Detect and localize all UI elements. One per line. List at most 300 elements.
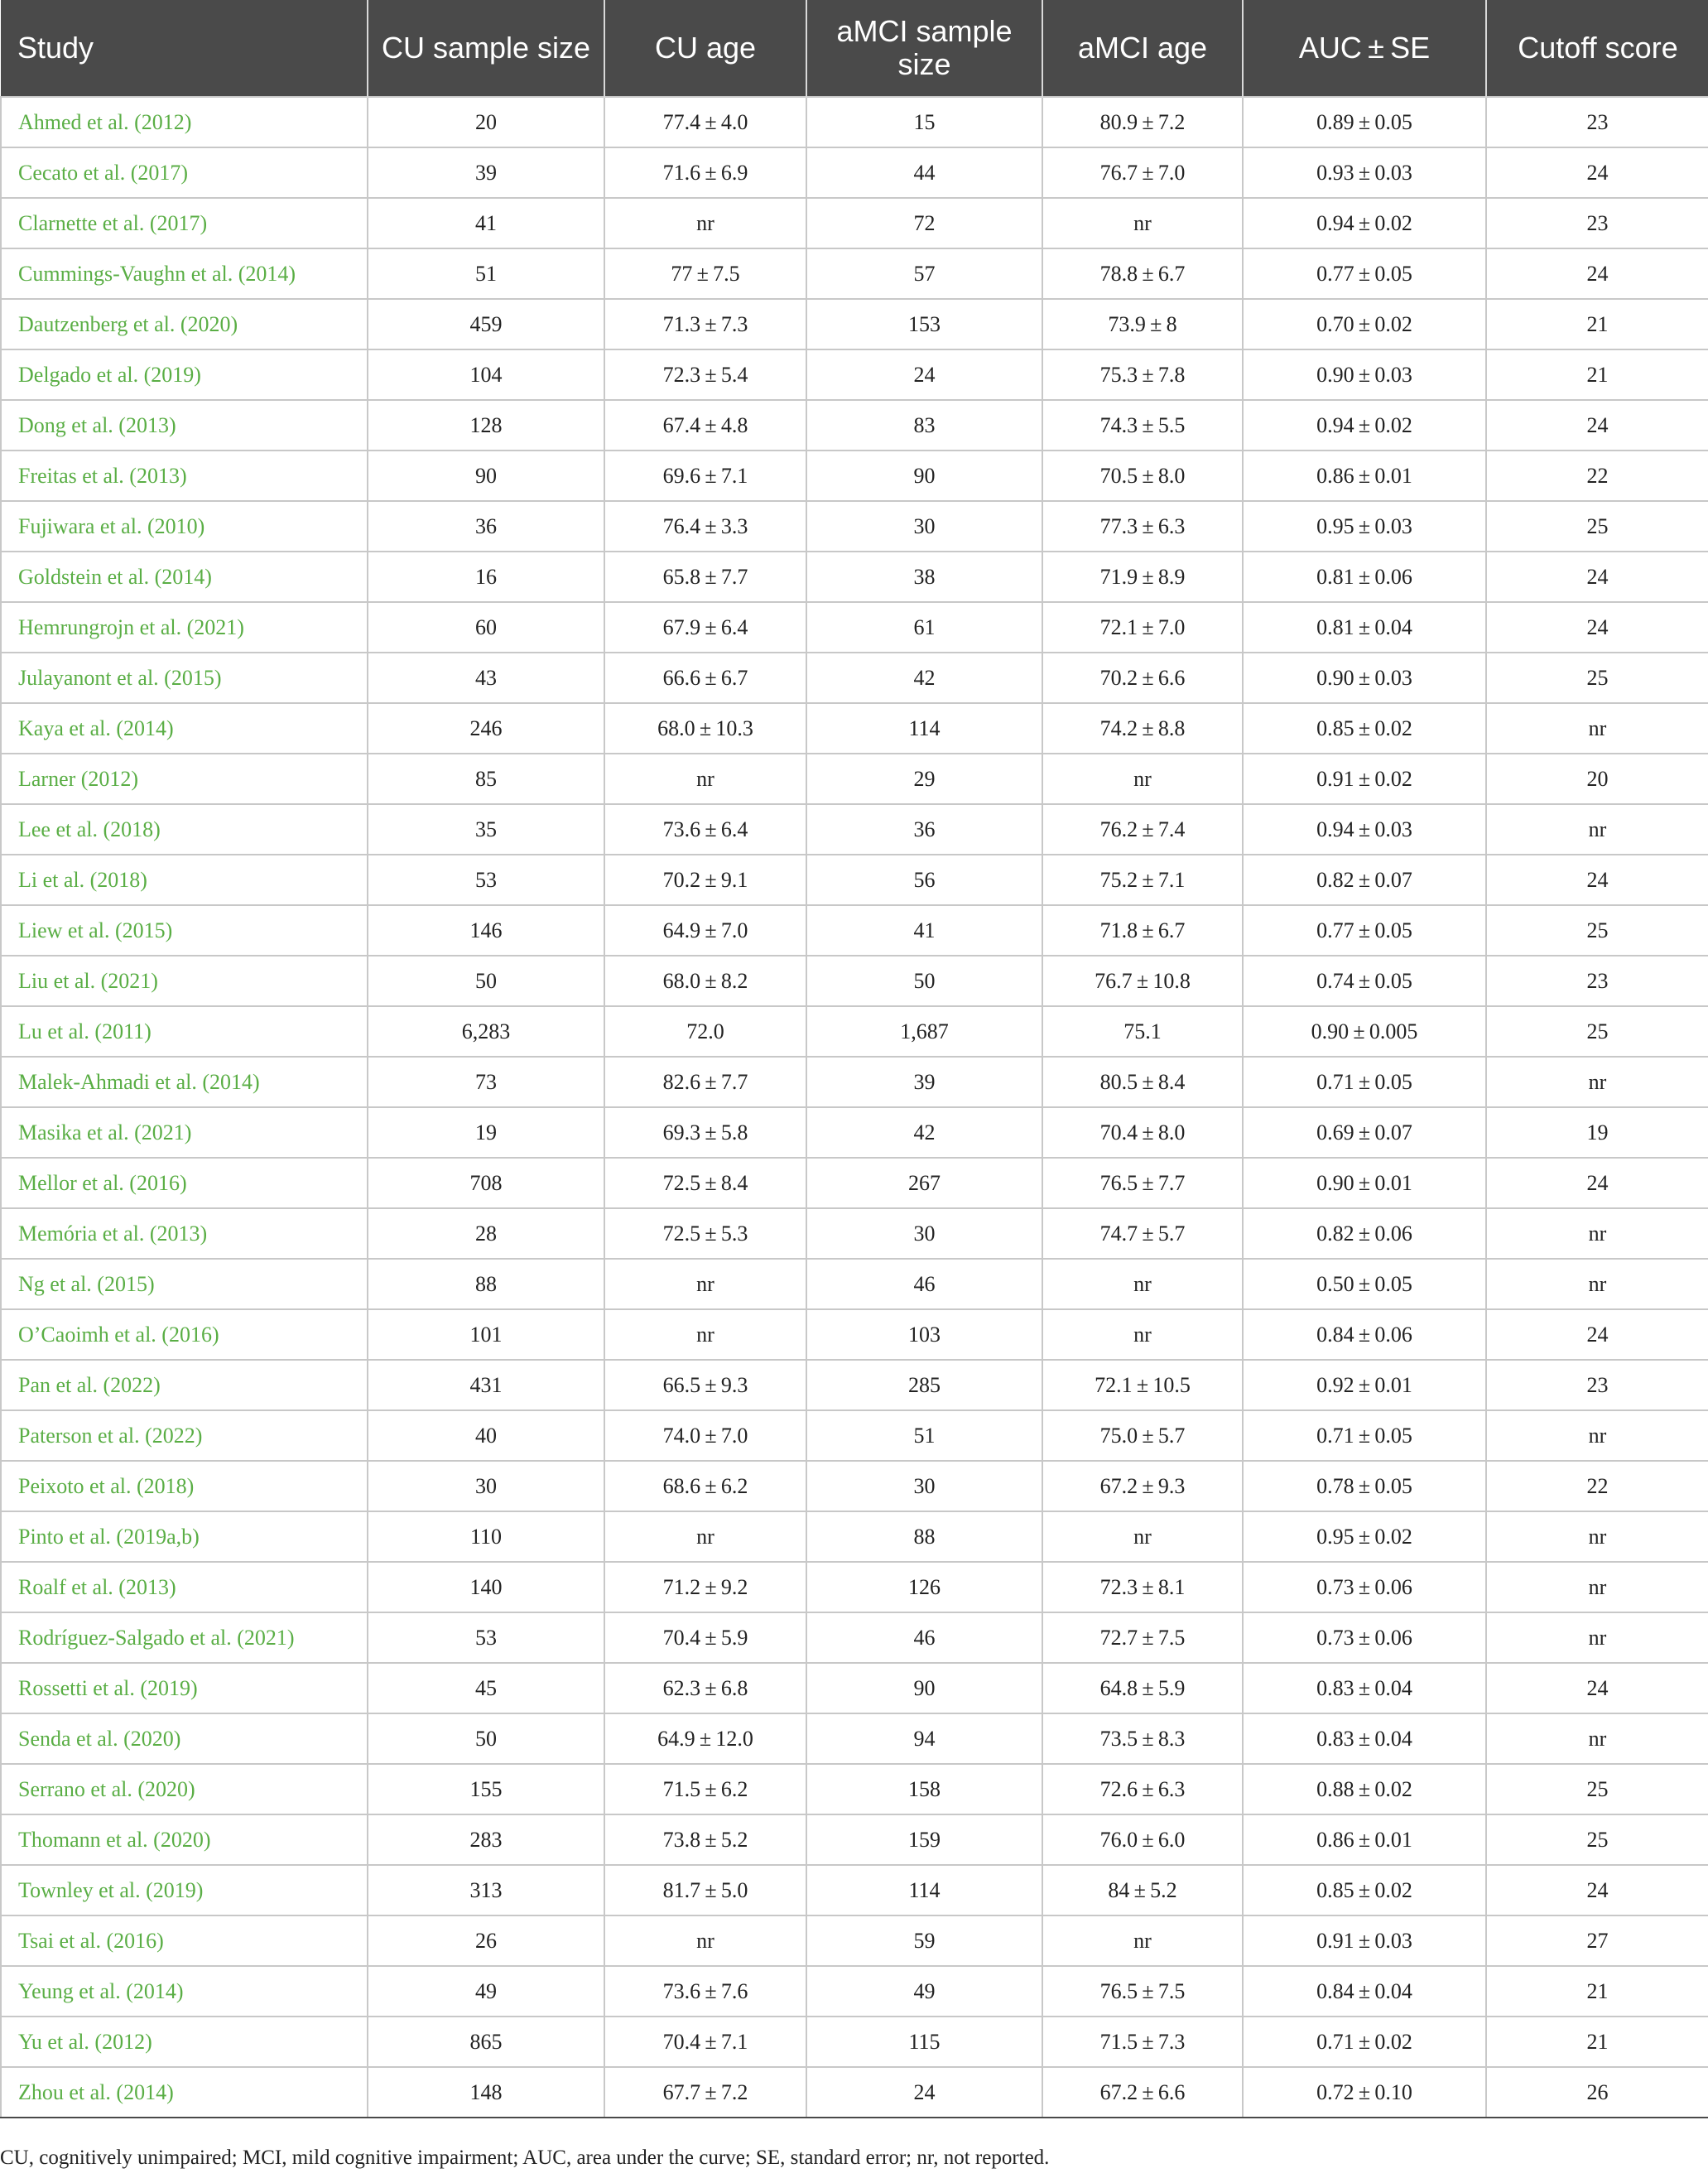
cu-sample-size-cell: 708 <box>368 1158 604 1208</box>
amci-age-cell: 80.9 ± 7.2 <box>1042 97 1243 147</box>
amci-age-cell: 67.2 ± 6.6 <box>1042 2067 1243 2118</box>
amci-age-cell: nr <box>1042 198 1243 248</box>
cutoff-score-cell: 25 <box>1486 1006 1708 1057</box>
table-row <box>1 1006 1708 1057</box>
table-row <box>1 349 1708 400</box>
cu-age-cell: 68.6 ± 6.2 <box>604 1461 806 1511</box>
cu-sample-size-cell: 128 <box>368 400 604 451</box>
table-row <box>1 1360 1708 1410</box>
cu-sample-size-cell: 16 <box>368 552 604 602</box>
header-cu-sample-size: CU sample size <box>368 0 604 97</box>
cu-age-cell: 71.6 ± 6.9 <box>604 147 806 198</box>
table-row <box>1 451 1708 501</box>
auc-se-cell: 0.77 ± 0.05 <box>1243 905 1486 956</box>
header-cutoff-score: Cutoff score <box>1486 0 1708 97</box>
amci-age-cell: 84 ± 5.2 <box>1042 1865 1243 1915</box>
cu-age-cell: 67.7 ± 7.2 <box>604 2067 806 2118</box>
amci-age-cell: nr <box>1042 754 1243 804</box>
table-row <box>1 653 1708 703</box>
table-row <box>1 1208 1708 1259</box>
cu-age-cell: 77 ± 7.5 <box>604 248 806 299</box>
table-row <box>1 1107 1708 1158</box>
auc-se-cell: 0.86 ± 0.01 <box>1243 1814 1486 1865</box>
cutoff-score-cell: 25 <box>1486 501 1708 552</box>
study-citation-link[interactable]: Senda et al. (2020) <box>1 1713 368 1764</box>
table-row <box>1 703 1708 754</box>
cu-age-cell: 67.9 ± 6.4 <box>604 602 806 653</box>
auc-se-cell: 0.73 ± 0.06 <box>1243 1562 1486 1612</box>
cu-age-cell: 70.2 ± 9.1 <box>604 855 806 905</box>
cu-age-cell: nr <box>604 1309 806 1360</box>
cu-sample-size-cell: 39 <box>368 147 604 198</box>
auc-se-cell: 0.94 ± 0.03 <box>1243 804 1486 855</box>
table-body <box>1 97 1708 2118</box>
cu-sample-size-cell: 88 <box>368 1259 604 1309</box>
amci-sample-size-cell: 72 <box>806 198 1042 248</box>
amci-age-cell: 70.4 ± 8.0 <box>1042 1107 1243 1158</box>
amci-age-cell: 71.8 ± 6.7 <box>1042 905 1243 956</box>
table-row <box>1 1259 1708 1309</box>
auc-se-cell: 0.95 ± 0.03 <box>1243 501 1486 552</box>
auc-se-cell: 0.83 ± 0.04 <box>1243 1663 1486 1713</box>
study-citation-link[interactable]: Masika et al. (2021) <box>1 1107 368 1158</box>
study-citation-link[interactable]: Yu et al. (2012) <box>1 2017 368 2067</box>
cutoff-score-cell: 19 <box>1486 1107 1708 1158</box>
amci-age-cell: 64.8 ± 5.9 <box>1042 1663 1243 1713</box>
study-citation-link[interactable]: O’Caoimh et al. (2016) <box>1 1309 368 1360</box>
cu-sample-size-cell: 50 <box>368 1713 604 1764</box>
auc-se-cell: 0.89 ± 0.05 <box>1243 97 1486 147</box>
amci-sample-size-cell: 267 <box>806 1158 1042 1208</box>
table-row <box>1 1461 1708 1511</box>
cutoff-score-cell: 22 <box>1486 1461 1708 1511</box>
amci-age-cell: 72.1 ± 10.5 <box>1042 1360 1243 1410</box>
cu-sample-size-cell: 49 <box>368 1966 604 2017</box>
study-citation-link[interactable]: Larner (2012) <box>1 754 368 804</box>
cu-sample-size-cell: 85 <box>368 754 604 804</box>
cutoff-score-cell: nr <box>1486 703 1708 754</box>
cu-age-cell: 66.5 ± 9.3 <box>604 1360 806 1410</box>
amci-age-cell: 76.7 ± 7.0 <box>1042 147 1243 198</box>
header-amci-sample-size: aMCI sample size <box>806 0 1042 97</box>
cutoff-score-cell: 22 <box>1486 451 1708 501</box>
amci-sample-size-cell: 50 <box>806 956 1042 1006</box>
cu-sample-size-cell: 19 <box>368 1107 604 1158</box>
table-row <box>1 1865 1708 1915</box>
auc-se-cell: 0.71 ± 0.05 <box>1243 1057 1486 1107</box>
amci-age-cell: 75.0 ± 5.7 <box>1042 1410 1243 1461</box>
cu-sample-size-cell: 140 <box>368 1562 604 1612</box>
auc-se-cell: 0.91 ± 0.02 <box>1243 754 1486 804</box>
amci-age-cell: 75.1 <box>1042 1006 1243 1057</box>
cu-age-cell: 68.0 ± 8.2 <box>604 956 806 1006</box>
auc-se-cell: 0.88 ± 0.02 <box>1243 1764 1486 1814</box>
auc-se-cell: 0.95 ± 0.02 <box>1243 1511 1486 1562</box>
amci-age-cell: 76.5 ± 7.5 <box>1042 1966 1243 2017</box>
study-citation-link[interactable]: Lu et al. (2011) <box>1 1006 368 1057</box>
auc-se-cell: 0.85 ± 0.02 <box>1243 1865 1486 1915</box>
cu-age-cell: 69.3 ± 5.8 <box>604 1107 806 1158</box>
cutoff-score-cell: 25 <box>1486 905 1708 956</box>
amci-sample-size-cell: 42 <box>806 1107 1042 1158</box>
cu-age-cell: nr <box>604 1511 806 1562</box>
amci-sample-size-cell: 114 <box>806 703 1042 754</box>
table-row <box>1 1511 1708 1562</box>
amci-sample-size-cell: 61 <box>806 602 1042 653</box>
header-auc-se: AUC ± SE <box>1243 0 1486 97</box>
table-row <box>1 1915 1708 1966</box>
cutoff-score-cell: 26 <box>1486 2067 1708 2118</box>
cutoff-score-cell: nr <box>1486 1511 1708 1562</box>
table-row <box>1 97 1708 147</box>
auc-se-cell: 0.71 ± 0.05 <box>1243 1410 1486 1461</box>
amci-sample-size-cell: 158 <box>806 1764 1042 1814</box>
cu-age-cell: 77.4 ± 4.0 <box>604 97 806 147</box>
header-study: Study <box>1 0 368 97</box>
amci-sample-size-cell: 1,687 <box>806 1006 1042 1057</box>
amci-age-cell: 76.0 ± 6.0 <box>1042 1814 1243 1865</box>
amci-age-cell: nr <box>1042 1309 1243 1360</box>
auc-se-cell: 0.78 ± 0.05 <box>1243 1461 1486 1511</box>
table-row <box>1 1309 1708 1360</box>
auc-se-cell: 0.94 ± 0.02 <box>1243 198 1486 248</box>
cu-sample-size-cell: 246 <box>368 703 604 754</box>
table-row <box>1 602 1708 653</box>
cu-age-cell: 65.8 ± 7.7 <box>604 552 806 602</box>
amci-sample-size-cell: 56 <box>806 855 1042 905</box>
study-citation-link[interactable]: Peixoto et al. (2018) <box>1 1461 368 1511</box>
amci-sample-size-cell: 115 <box>806 2017 1042 2067</box>
cu-age-cell: 72.0 <box>604 1006 806 1057</box>
amci-sample-size-cell: 30 <box>806 1208 1042 1259</box>
auc-se-cell: 0.93 ± 0.03 <box>1243 147 1486 198</box>
cu-sample-size-cell: 51 <box>368 248 604 299</box>
auc-se-cell: 0.92 ± 0.01 <box>1243 1360 1486 1410</box>
amci-age-cell: 67.2 ± 9.3 <box>1042 1461 1243 1511</box>
study-citation-link[interactable]: Cecato et al. (2017) <box>1 147 368 198</box>
amci-sample-size-cell: 159 <box>806 1814 1042 1865</box>
cu-sample-size-cell: 53 <box>368 1612 604 1663</box>
table-row <box>1 2017 1708 2067</box>
table-row <box>1 804 1708 855</box>
header-row <box>1 0 1708 97</box>
study-citation-link[interactable]: Delgado et al. (2019) <box>1 349 368 400</box>
table-row <box>1 1410 1708 1461</box>
amci-sample-size-cell: 30 <box>806 501 1042 552</box>
header-amci-age: aMCI age <box>1042 0 1243 97</box>
amci-sample-size-cell: 29 <box>806 754 1042 804</box>
cu-age-cell: nr <box>604 1259 806 1309</box>
study-citation-link[interactable]: Julayanont et al. (2015) <box>1 653 368 703</box>
table-row <box>1 1764 1708 1814</box>
cu-age-cell: 64.9 ± 12.0 <box>604 1713 806 1764</box>
header-cu-age: CU age <box>604 0 806 97</box>
cu-sample-size-cell: 101 <box>368 1309 604 1360</box>
auc-se-cell: 0.81 ± 0.06 <box>1243 552 1486 602</box>
cutoff-score-cell: 24 <box>1486 1309 1708 1360</box>
study-citation-link[interactable]: Zhou et al. (2014) <box>1 2067 368 2118</box>
auc-se-cell: 0.82 ± 0.07 <box>1243 855 1486 905</box>
cu-age-cell: 73.6 ± 7.6 <box>604 1966 806 2017</box>
study-citation-link[interactable]: Yeung et al. (2014) <box>1 1966 368 2017</box>
cutoff-score-cell: 23 <box>1486 97 1708 147</box>
study-citation-link[interactable]: Pinto et al. (2019a,b) <box>1 1511 368 1562</box>
cu-sample-size-cell: 28 <box>368 1208 604 1259</box>
cutoff-score-cell: 25 <box>1486 1814 1708 1865</box>
amci-sample-size-cell: 153 <box>806 299 1042 349</box>
table-row <box>1 1158 1708 1208</box>
amci-sample-size-cell: 90 <box>806 1663 1042 1713</box>
cu-sample-size-cell: 35 <box>368 804 604 855</box>
cu-age-cell: 72.5 ± 5.3 <box>604 1208 806 1259</box>
cutoff-score-cell: 24 <box>1486 248 1708 299</box>
amci-age-cell: 76.7 ± 10.8 <box>1042 956 1243 1006</box>
cutoff-score-cell: 25 <box>1486 1764 1708 1814</box>
study-citation-link[interactable]: Clarnette et al. (2017) <box>1 198 368 248</box>
amci-age-cell: 70.2 ± 6.6 <box>1042 653 1243 703</box>
amci-sample-size-cell: 285 <box>806 1360 1042 1410</box>
amci-sample-size-cell: 36 <box>806 804 1042 855</box>
cu-sample-size-cell: 40 <box>368 1410 604 1461</box>
cu-age-cell: 68.0 ± 10.3 <box>604 703 806 754</box>
cutoff-score-cell: nr <box>1486 1612 1708 1663</box>
table-row <box>1 248 1708 299</box>
amci-age-cell: 70.5 ± 8.0 <box>1042 451 1243 501</box>
cu-sample-size-cell: 148 <box>368 2067 604 2118</box>
study-citation-link[interactable]: Cummings-Vaughn et al. (2014) <box>1 248 368 299</box>
cu-age-cell: 66.6 ± 6.7 <box>604 653 806 703</box>
cu-sample-size-cell: 36 <box>368 501 604 552</box>
cu-sample-size-cell: 6,283 <box>368 1006 604 1057</box>
cu-sample-size-cell: 43 <box>368 653 604 703</box>
study-citation-link[interactable]: Rodríguez-Salgado et al. (2021) <box>1 1612 368 1663</box>
cu-sample-size-cell: 53 <box>368 855 604 905</box>
cu-sample-size-cell: 283 <box>368 1814 604 1865</box>
cutoff-score-cell: 24 <box>1486 602 1708 653</box>
amci-sample-size-cell: 49 <box>806 1966 1042 2017</box>
auc-se-cell: 0.77 ± 0.05 <box>1243 248 1486 299</box>
amci-age-cell: 80.5 ± 8.4 <box>1042 1057 1243 1107</box>
study-citation-link[interactable]: Fujiwara et al. (2010) <box>1 501 368 552</box>
cu-sample-size-cell: 155 <box>368 1764 604 1814</box>
study-citation-link[interactable]: Lee et al. (2018) <box>1 804 368 855</box>
table-row <box>1 1814 1708 1865</box>
cu-sample-size-cell: 60 <box>368 602 604 653</box>
amci-sample-size-cell: 24 <box>806 349 1042 400</box>
study-citation-link[interactable]: Goldstein et al. (2014) <box>1 552 368 602</box>
cu-age-cell: 67.4 ± 4.8 <box>604 400 806 451</box>
auc-se-cell: 0.70 ± 0.02 <box>1243 299 1486 349</box>
cutoff-score-cell: 23 <box>1486 956 1708 1006</box>
study-citation-link[interactable]: Malek-Ahmadi et al. (2014) <box>1 1057 368 1107</box>
amci-sample-size-cell: 38 <box>806 552 1042 602</box>
study-citation-link[interactable]: Ng et al. (2015) <box>1 1259 368 1309</box>
study-citation-link[interactable]: Ahmed et al. (2012) <box>1 97 368 147</box>
amci-age-cell: 74.2 ± 8.8 <box>1042 703 1243 754</box>
amci-age-cell: nr <box>1042 1259 1243 1309</box>
study-citation-link[interactable]: Rossetti et al. (2019) <box>1 1663 368 1713</box>
cu-sample-size-cell: 41 <box>368 198 604 248</box>
cutoff-score-cell: nr <box>1486 1713 1708 1764</box>
study-citation-link[interactable]: Roalf et al. (2013) <box>1 1562 368 1612</box>
study-citation-link[interactable]: Townley et al. (2019) <box>1 1865 368 1915</box>
study-citation-link[interactable]: Liu et al. (2021) <box>1 956 368 1006</box>
cu-age-cell: 73.8 ± 5.2 <box>604 1814 806 1865</box>
cutoff-score-cell: 21 <box>1486 2017 1708 2067</box>
amci-sample-size-cell: 59 <box>806 1915 1042 1966</box>
table-row <box>1 2067 1708 2118</box>
amci-age-cell: 72.1 ± 7.0 <box>1042 602 1243 653</box>
amci-sample-size-cell: 39 <box>806 1057 1042 1107</box>
cutoff-score-cell: 20 <box>1486 754 1708 804</box>
study-citation-link[interactable]: Freitas et al. (2013) <box>1 451 368 501</box>
amci-sample-size-cell: 94 <box>806 1713 1042 1764</box>
cu-age-cell: nr <box>604 754 806 804</box>
amci-age-cell: nr <box>1042 1915 1243 1966</box>
cu-sample-size-cell: 431 <box>368 1360 604 1410</box>
study-citation-link[interactable]: Serrano et al. (2020) <box>1 1764 368 1814</box>
table-row <box>1 1966 1708 2017</box>
amci-sample-size-cell: 51 <box>806 1410 1042 1461</box>
study-citation-link[interactable]: Mellor et al. (2016) <box>1 1158 368 1208</box>
amci-sample-size-cell: 15 <box>806 97 1042 147</box>
amci-age-cell: 71.9 ± 8.9 <box>1042 552 1243 602</box>
cutoff-score-cell: 21 <box>1486 299 1708 349</box>
auc-se-cell: 0.90 ± 0.005 <box>1243 1006 1486 1057</box>
cu-age-cell: 62.3 ± 6.8 <box>604 1663 806 1713</box>
auc-se-cell: 0.86 ± 0.01 <box>1243 451 1486 501</box>
table-row <box>1 1713 1708 1764</box>
auc-se-cell: 0.83 ± 0.04 <box>1243 1713 1486 1764</box>
table-row <box>1 501 1708 552</box>
cu-age-cell: nr <box>604 1915 806 1966</box>
cutoff-score-cell: 24 <box>1486 400 1708 451</box>
cu-sample-size-cell: 30 <box>368 1461 604 1511</box>
auc-se-cell: 0.84 ± 0.06 <box>1243 1309 1486 1360</box>
amci-sample-size-cell: 88 <box>806 1511 1042 1562</box>
auc-se-cell: 0.85 ± 0.02 <box>1243 703 1486 754</box>
auc-se-cell: 0.81 ± 0.04 <box>1243 602 1486 653</box>
table-row <box>1 855 1708 905</box>
table-header <box>1 0 1708 97</box>
table-row <box>1 1663 1708 1713</box>
amci-age-cell: 74.7 ± 5.7 <box>1042 1208 1243 1259</box>
auc-se-cell: 0.90 ± 0.01 <box>1243 1158 1486 1208</box>
amci-sample-size-cell: 83 <box>806 400 1042 451</box>
amci-sample-size-cell: 42 <box>806 653 1042 703</box>
amci-age-cell: 76.5 ± 7.7 <box>1042 1158 1243 1208</box>
cu-sample-size-cell: 110 <box>368 1511 604 1562</box>
cutoff-score-cell: nr <box>1486 1562 1708 1612</box>
cu-age-cell: 81.7 ± 5.0 <box>604 1865 806 1915</box>
cu-sample-size-cell: 90 <box>368 451 604 501</box>
amci-age-cell: 77.3 ± 6.3 <box>1042 501 1243 552</box>
table-row <box>1 1057 1708 1107</box>
amci-sample-size-cell: 90 <box>806 451 1042 501</box>
cu-sample-size-cell: 20 <box>368 97 604 147</box>
table-row <box>1 299 1708 349</box>
study-citation-link[interactable]: Li et al. (2018) <box>1 855 368 905</box>
amci-sample-size-cell: 103 <box>806 1309 1042 1360</box>
cu-sample-size-cell: 146 <box>368 905 604 956</box>
cutoff-score-cell: 21 <box>1486 1966 1708 2017</box>
cu-age-cell: 71.3 ± 7.3 <box>604 299 806 349</box>
auc-se-cell: 0.50 ± 0.05 <box>1243 1259 1486 1309</box>
study-citation-link[interactable]: Liew et al. (2015) <box>1 905 368 956</box>
cu-sample-size-cell: 865 <box>368 2017 604 2067</box>
cu-age-cell: 72.5 ± 8.4 <box>604 1158 806 1208</box>
table-row <box>1 1562 1708 1612</box>
study-citation-link[interactable]: Memória et al. (2013) <box>1 1208 368 1259</box>
table-row <box>1 400 1708 451</box>
cu-age-cell: nr <box>604 198 806 248</box>
cutoff-score-cell: 23 <box>1486 198 1708 248</box>
amci-sample-size-cell: 46 <box>806 1612 1042 1663</box>
study-citation-link[interactable]: Kaya et al. (2014) <box>1 703 368 754</box>
cu-age-cell: 72.3 ± 5.4 <box>604 349 806 400</box>
table-row <box>1 905 1708 956</box>
cutoff-score-cell: 24 <box>1486 1158 1708 1208</box>
amci-sample-size-cell: 46 <box>806 1259 1042 1309</box>
auc-se-cell: 0.74 ± 0.05 <box>1243 956 1486 1006</box>
table-row <box>1 1612 1708 1663</box>
cutoff-score-cell: 21 <box>1486 349 1708 400</box>
cu-age-cell: 69.6 ± 7.1 <box>604 451 806 501</box>
auc-se-cell: 0.90 ± 0.03 <box>1243 349 1486 400</box>
study-citation-link[interactable]: Paterson et al. (2022) <box>1 1410 368 1461</box>
cu-age-cell: 73.6 ± 6.4 <box>604 804 806 855</box>
cu-age-cell: 70.4 ± 7.1 <box>604 2017 806 2067</box>
cutoff-score-cell: 24 <box>1486 552 1708 602</box>
cu-sample-size-cell: 104 <box>368 349 604 400</box>
cutoff-score-cell: 23 <box>1486 1360 1708 1410</box>
cu-sample-size-cell: 459 <box>368 299 604 349</box>
amci-sample-size-cell: 126 <box>806 1562 1042 1612</box>
study-citation-link[interactable]: Hemrungrojn et al. (2021) <box>1 602 368 653</box>
cu-sample-size-cell: 73 <box>368 1057 604 1107</box>
cutoff-score-cell: 24 <box>1486 1865 1708 1915</box>
cu-sample-size-cell: 26 <box>368 1915 604 1966</box>
study-citation-link[interactable]: Dautzenberg et al. (2020) <box>1 299 368 349</box>
cutoff-score-cell: 25 <box>1486 653 1708 703</box>
study-citation-link[interactable]: Tsai et al. (2016) <box>1 1915 368 1966</box>
amci-age-cell: 78.8 ± 6.7 <box>1042 248 1243 299</box>
auc-se-cell: 0.72 ± 0.10 <box>1243 2067 1486 2118</box>
table-row <box>1 198 1708 248</box>
amci-age-cell: 75.2 ± 7.1 <box>1042 855 1243 905</box>
cu-age-cell: 70.4 ± 5.9 <box>604 1612 806 1663</box>
cu-age-cell: 76.4 ± 3.3 <box>604 501 806 552</box>
cutoff-score-cell: nr <box>1486 1410 1708 1461</box>
amci-sample-size-cell: 44 <box>806 147 1042 198</box>
auc-se-cell: 0.73 ± 0.06 <box>1243 1612 1486 1663</box>
auc-se-cell: 0.90 ± 0.03 <box>1243 653 1486 703</box>
amci-age-cell: nr <box>1042 1511 1243 1562</box>
cutoff-score-cell: nr <box>1486 1208 1708 1259</box>
study-citation-link[interactable]: Thomann et al. (2020) <box>1 1814 368 1865</box>
study-citation-link[interactable]: Pan et al. (2022) <box>1 1360 368 1410</box>
study-citation-link[interactable]: Dong et al. (2013) <box>1 400 368 451</box>
amci-sample-size-cell: 41 <box>806 905 1042 956</box>
cu-age-cell: 71.2 ± 9.2 <box>604 1562 806 1612</box>
amci-age-cell: 72.3 ± 8.1 <box>1042 1562 1243 1612</box>
amci-sample-size-cell: 30 <box>806 1461 1042 1511</box>
amci-sample-size-cell: 24 <box>806 2067 1042 2118</box>
cutoff-score-cell: 24 <box>1486 855 1708 905</box>
auc-se-cell: 0.84 ± 0.04 <box>1243 1966 1486 2017</box>
amci-age-cell: 72.6 ± 6.3 <box>1042 1764 1243 1814</box>
table-row <box>1 552 1708 602</box>
